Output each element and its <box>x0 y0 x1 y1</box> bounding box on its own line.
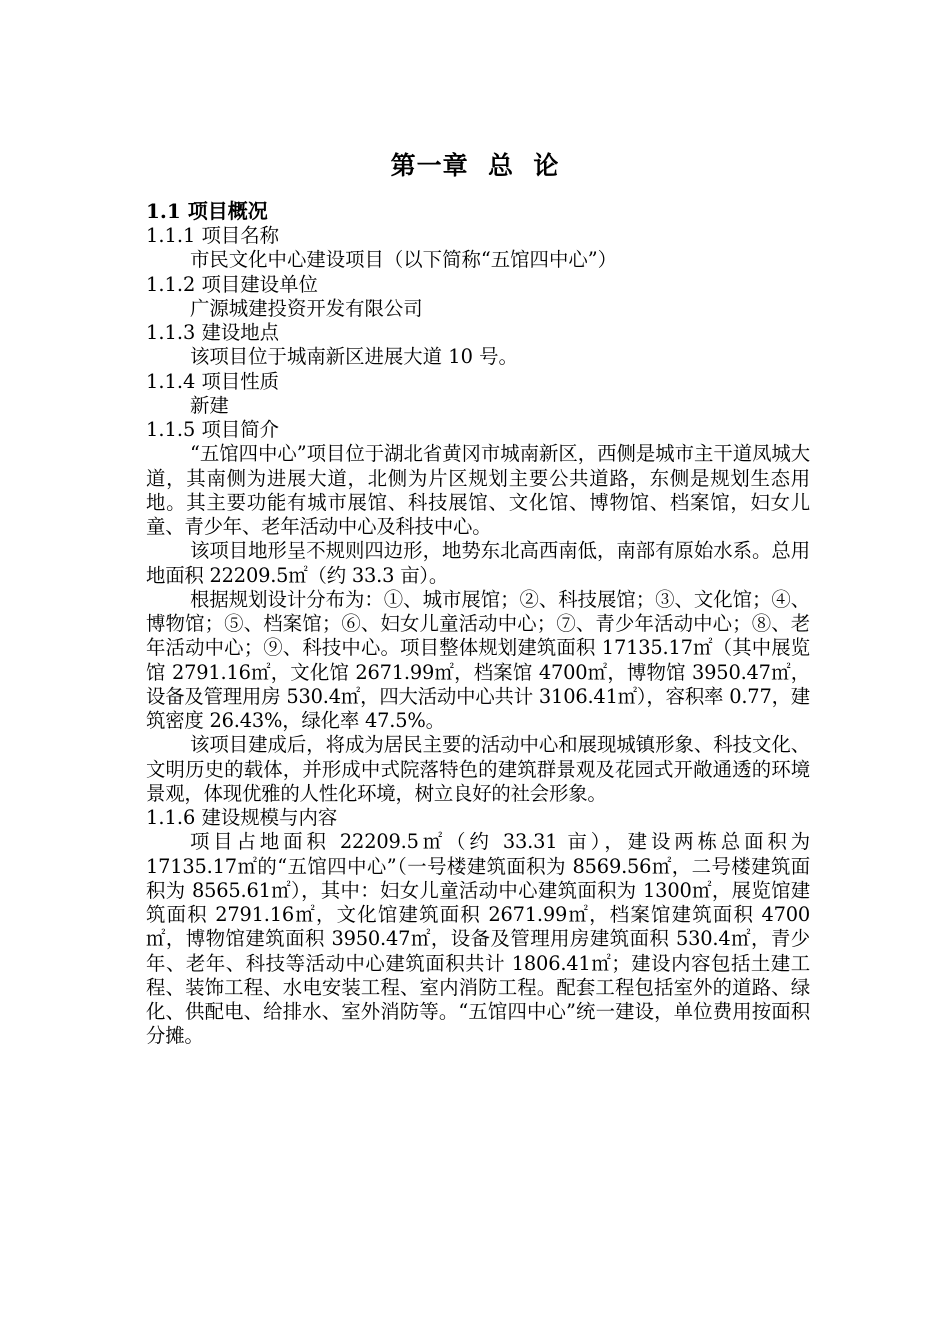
subsection-heading-introduction: 1.1.5 项目简介 <box>146 418 280 441</box>
subsection-heading-nature: 1.1.4 项目性质 <box>146 369 280 393</box>
introduction-paragraph: “五馆四中心”项目位于湖北省黄冈市城南新区，西侧是城市主干道凤城大道，其南侧为进展大道，北侧为片区规划主要公共道路，东侧是规划生态用地。其主要功能有城市展馆、科技展馆、文化馆、博物馆、档案馆，妇女儿童、青少年、老年活动中心及科技中心。 <box>146 442 810 538</box>
construction-unit-text: 广源城建投资开发有限公司 <box>190 296 423 320</box>
scale-content-paragraph: 项目占地面积 22209.5㎡（约 33.31 亩），建设两栋总面积为 17135.17㎡的“五馆四中心”（一号楼建筑面积为 8569.56㎡，二号楼建筑面积为 8565.61㎡），其中：妇女儿童活动中心建筑面积为 1300㎡，展览馆建筑面积 2791.16㎡，文化馆建筑面积 2671.99㎡，档案馆建筑面积 4700㎡，博物馆建筑面积 3950.47㎡，设备及管理用房建筑面积 530.4㎡，青少年、老年、科技等活动中心建筑面积共计 1806.41㎡；建设内容包括土建工程、装饰工程、水电安装工程、室内消防工程。配套工程包括室外的道路、绿化、供配电、给排水、室外消防等。“五馆四中心”统一建设，单位费用按面积分摊。 <box>146 830 810 1048</box>
project-name-text: 市民文化中心建设项目（以下简称“五馆四中心”） <box>190 248 618 272</box>
introduction-paragraph: 根据规划设计分布为：①、城市展馆；②、科技展馆；③、文化馆；④、博物馆；⑤、档案馆；⑥、妇女儿童活动中心；⑦、青少年活动中心；⑧、老年活动中心；⑨、科技中心。项目整体规划建筑面积 17135.17㎡（其中展览馆 2791.16㎡，文化馆 2671.99㎡，档案馆 4700㎡，博物馆 3950.47㎡，设备及管理用房 530.4㎡，四大活动中心共计 3106.41㎡），容积率 0.77，建筑密度 26.43%，绿化率 47.5%。 <box>146 587 810 732</box>
subsection-heading-project-name: 1.1.1 项目名称 <box>146 224 280 247</box>
introduction-paragraph: 该项目地形呈不规则四边形，地势东北高西南低，南部有原始水系。总用地面积 22209.5㎡（约 33.3 亩）。 <box>146 539 810 587</box>
location-text: 该项目位于城南新区进展大道 10 号。 <box>190 345 518 369</box>
subsection-heading-location: 1.1.3 建设地点 <box>146 321 280 344</box>
nature-text: 新建 <box>190 393 229 417</box>
chapter-title: 第一章 总 论 <box>390 150 560 180</box>
subsection-heading-scale-content: 1.1.6 建设规模与内容 <box>146 806 338 829</box>
subsection-heading-construction-unit: 1.1.2 项目建设单位 <box>146 272 318 296</box>
section-heading-1-1: 1.1 项目概况 <box>146 199 268 223</box>
document-body <box>146 198 810 1049</box>
introduction-paragraph: 该项目建成后，将成为居民主要的活动中心和展现城镇形象、科技文化、文明历史的载体，并形成中式院落特色的建筑群景观及花园式开敞通透的环境景观，体现优雅的人性化环境，树立良好的社会形象。 <box>146 733 810 805</box>
